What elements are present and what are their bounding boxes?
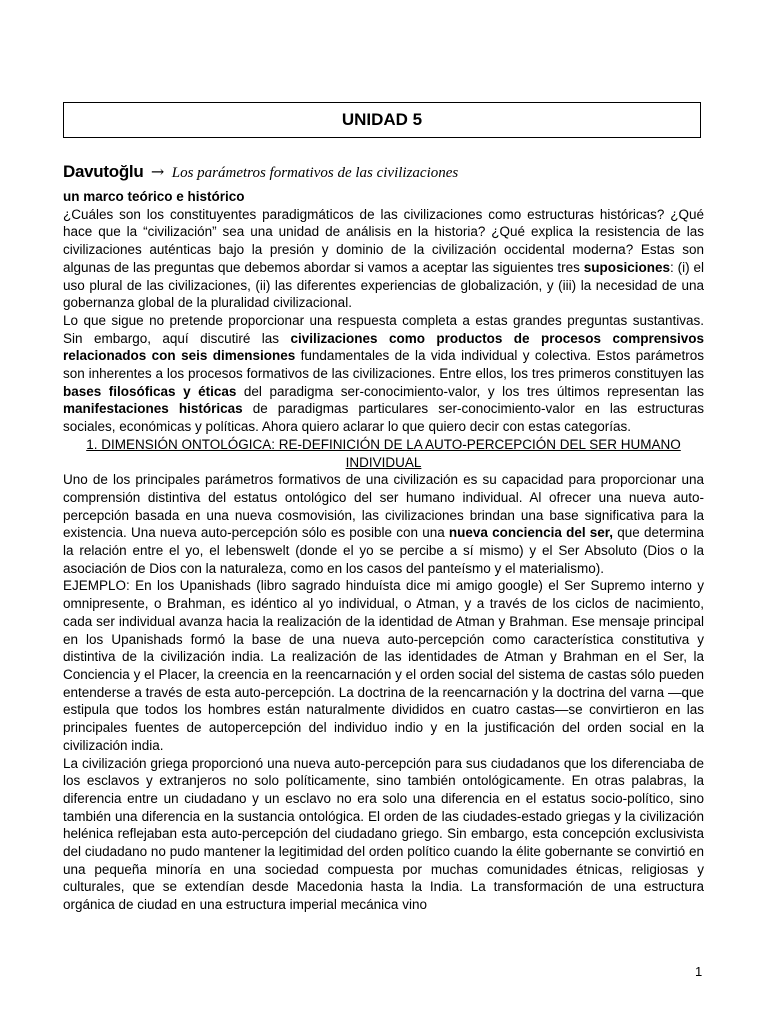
chapter-heading <box>63 162 703 182</box>
intro-paragraph-1 <box>63 206 704 312</box>
bold-text: nueva conciencia del ser, <box>448 525 614 541</box>
text-run: fundamentales de la vida individual y colectiva. Estos parámetros son inherentes a los procesos formativos de las civilizaciones. Entre ellos, los tres primeros constituyen las <box>63 348 704 382</box>
bold-text: bases filosóficas y éticas <box>63 383 237 399</box>
unit-title: UNIDAD 5 <box>341 110 423 129</box>
text-run: Uno de los principales parámetros formativos de una civilización es su capacidad para proporcionar una comprensión distintiva del estatus ontológico del ser humano individual. Al ofrecer una nueva auto-percepción basada en una nueva cosmovisión, las civilizaciones brindan una base significativa para la existencia. Una nueva auto-percepción sólo es posible con una <box>63 472 704 541</box>
text-run: Lo que sigue no pretende proporcionar una respuesta completa a estas grandes preguntas sustantivas. Sin embargo, aquí discutiré las <box>63 312 704 346</box>
author-name: Davutoğlu <box>63 162 144 181</box>
section-1-title: 1. DIMENSIÓN ONTOLÓGICA: RE-DEFINICIÓN DE LA AUTO-PERCEPCIÓN DEL SER HUMANO INDIVIDUAL <box>86 436 681 470</box>
arrow-icon: → <box>150 162 165 181</box>
page-number: 1 <box>695 964 703 979</box>
text-run: que determina la relación entre el yo, el lebenswelt (donde el yo se percibe a sí mismo) y el Ser Absoluto (Dios o la asociación de Dios con la naturaleza, como en los casos del panteísmo y el materialismo). <box>63 525 704 576</box>
text-run: ¿Cuáles son los constituyentes paradigmáticos de las civilizaciones como estructuras históricas? ¿Qué hace que la “civilización” sea una unidad de análisis en la historia? ¿Qué explica la resistencia de las civilizaciones auténticas bajo la presión y dominio de la civilización occidental moderna? Estas son algunas de las preguntas que debemos abordar si vamos a aceptar las siguientes tres <box>63 206 704 275</box>
bold-text: manifestaciones históricas <box>63 401 243 417</box>
text-run: de paradigmas particulares ser-conocimiento-valor en las estructuras sociales, económicas y políticas. Ahora quiero aclarar lo que quiero decir con estas categorías. <box>63 401 704 435</box>
bold-text: suposiciones <box>583 259 671 275</box>
document-body <box>63 188 704 914</box>
bold-text: civilizaciones como productos de procesos comprensivos relacionados con seis dimensiones <box>63 330 704 364</box>
chapter-subtitle: Los parámetros formativos de las civilizaciones <box>171 165 459 181</box>
intro-paragraph-2 <box>63 312 704 436</box>
subheading: un marco teórico e histórico <box>63 189 245 204</box>
text-run: : (i) el uso plural de las civilizaciones, (ii) las diferentes experiencias de globalización, y (iii) la necesidad de una gobernanza global de la pluralidad civilizacional. <box>63 259 705 311</box>
unit-title-box <box>63 102 701 138</box>
section-1-paragraph-2: EJEMPLO: En los Upanishads (libro sagrado hinduísta dice mi amigo google) el Ser Supremo interno y omnipresente, o Brahman, es idéntico al yo individual, o Atman, y a través de los ciclos de nacimiento, cada ser individual avanza hacia la realización de la identidad de Atman y Brahman. Ese mensaje principal en los Upanishads formó la base de una nueva auto-percepción como característica constitutiva y distintiva de la civilización india. La realización de las identidades de Atman y Brahman en el Ser, la Conciencia y el Placer, la creencia en la reencarnación y el orden social del sistema de castas sólo pueden entenderse a través de esta auto-percepción. La doctrina de la reencarnación y la doctrina del varna —que estipula que todos los hombres están naturalmente divididos en cuatro castas—se convirtieron en las principales fuentes de autopercepción del individuo indio y en la justificación del orden social en la civilización india. <box>63 578 704 753</box>
section-1-paragraph-3: La civilización griega proporcionó una nueva auto-percepción para sus ciudadanos que los diferenciaba de los esclavos y extranjeros no solo políticamente, sino también ontológicamente. En otras palabras, la diferencia entre un ciudadano y un esclavo no era solo una diferencia en el estatus socio-político, sino también una diferencia en la sustancia ontológica. El orden de las ciudades-estado griegas y la civilización helénica reflejaban esta auto-percepción del ciudadano griego. Sin embargo, esta concepción exclusivista del ciudadano no pudo mantener la legitimidad del orden político cuando la élite gobernante se convirtió en una pequeña minoría en una sociedad compuesta por muchas comunidades étnicas, religiosas y culturales, que se extendían desde Macedonia hasta la India. La transformación de una estructura orgánica de ciudad en una estructura imperial mecánica vino <box>63 755 704 913</box>
section-1-paragraph-1 <box>63 471 704 577</box>
text-run: del paradigma ser-conocimiento-valor, y los tres últimos representan las <box>236 383 704 399</box>
